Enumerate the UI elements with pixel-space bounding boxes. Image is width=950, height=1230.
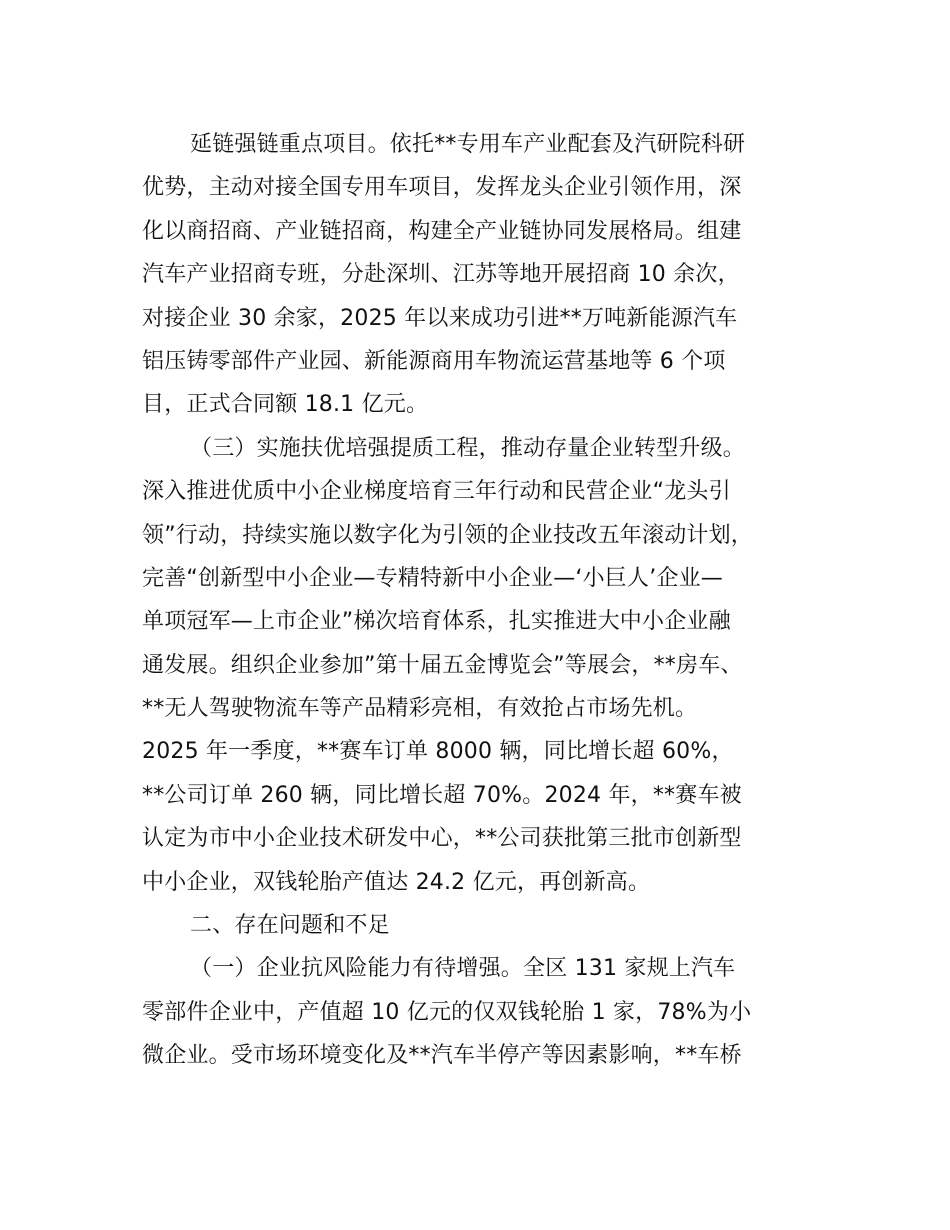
paragraph-line: 微企业。受市场环境变化及**汽车半停产等因素影响，**车桥 — [142, 1043, 742, 1069]
chapter-heading: 二、存在问题和不足 — [190, 913, 390, 939]
paragraph-line: 零部件企业中，产值超 10 亿元的仅双钱轮胎 1 家，78%为小 — [142, 999, 752, 1025]
paragraph-line: 延链强链重点项目。依托**专用车产业配套及汽研院科研 — [190, 132, 746, 157]
paragraph-line: 化以商招商、产业链招商，构建全产业链协同发展格局。组建 — [142, 218, 742, 244]
paragraph-line: 目，正式合同额 18.1 亿元。 — [142, 392, 429, 418]
paragraph-line: **无人驾驶物流车等产品精彩亮相，有效抢占市场先机。 — [142, 696, 698, 722]
document-body — [142, 123, 842, 1078]
section-heading-line: （一）企业抗风险能力有待增强。全区 131 家规上汽车 — [190, 956, 736, 982]
paragraph-line: 通发展。组织企业参加”第十届五金博览会”等展会，**房车、 — [142, 652, 743, 678]
paragraph-line: 优势，主动对接全国专用车项目，发挥龙头企业引领作用，深 — [142, 175, 742, 201]
paragraph-line: 2025 年一季度，**赛车订单 8000 辆，同比增长超 60%， — [142, 739, 734, 765]
paragraph-line: 汽车产业招商专班，分赴深圳、江苏等地开展招商 10 余次， — [142, 262, 740, 288]
paragraph-line: 完善“创新型中小企业—专精特新中小企业—‘小巨人’企业— — [142, 565, 723, 591]
paragraph-line: 对接企业 30 余家，2025 年以来成功引进**万吨新能源汽车 — [142, 305, 738, 331]
paragraph-line: 中小企业，双钱轮胎产值达 24.2 亿元，再创新高。 — [142, 869, 651, 895]
paragraph-line: 深入推进优质中小企业梯度培育三年行动和民营企业“龙头引 — [142, 479, 731, 505]
paragraph-line: 铝压铸零部件产业园、新能源商用车物流运营基地等 6 个项 — [142, 348, 726, 374]
paragraph-line: 认定为市中小企业技术研发中心，**公司获批第三批市创新型 — [142, 826, 742, 852]
section-heading-line: （三）实施扶优培强提质工程，推动存量企业转型升级。 — [190, 435, 746, 461]
paragraph-line: **公司订单 260 辆，同比增长超 70%。2024 年，**赛车被 — [142, 782, 742, 808]
paragraph-line: 单项冠军—上市企业”梯次培育体系，扎实推进大中小企业融 — [142, 609, 731, 635]
paragraph-line: 领”行动，持续实施以数字化为引领的企业技改五年滚动计划， — [142, 522, 753, 548]
